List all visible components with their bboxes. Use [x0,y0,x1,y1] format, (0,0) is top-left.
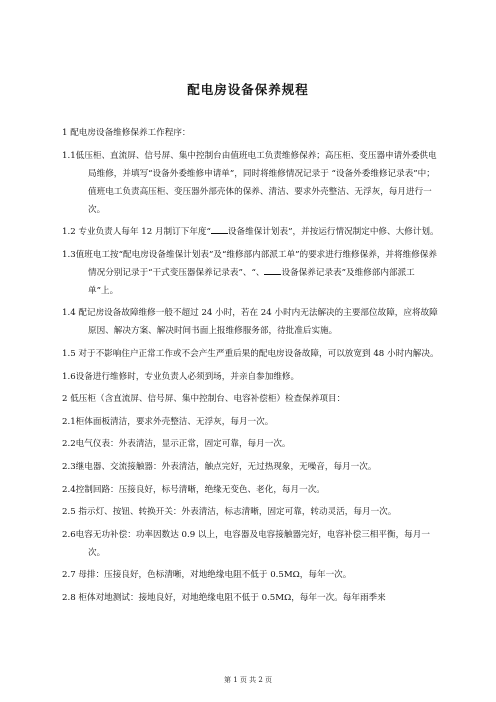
paragraph-2-8: 2.8 柜体对地测试：接地良好，对地绝缘电阻不低于 0.5MΩ，每年一次。每年雨季来 [62,592,386,603]
paragraph-2-3: 2.3继电器、交流接触器：外表清洁，触点完好，无过热现象，无噪音，每月一次。 [62,461,377,472]
paragraph-1-3 [62,246,440,300]
paragraph-1-3-post: 设备保养记录表”及维修部内部派工单”上。 [88,267,415,296]
fill-in-blank [264,265,281,275]
paragraph-2-7: 2.7 母排：压接良好，色标清晰，对地绝缘电阻不低于 0.5MΩ，每年一次。 [62,570,352,581]
paragraph-1-1: 1.1低压柜、直流屏、信号屏、集中控制台由值班电工负责维修保养；高压柜、变压器申请外委供电局维修，并填写“设备外委维修申请单”，同时将维修情况记录于 “设备外委维修记录表”中；值班电工负责高压柜、变压器外部壳体的保养、清洁、要求外壳整洁、无浮灰，每月进行一次。 [62,150,437,215]
paragraph-1-2-pre: 1.2 专业负责人每年 12 月制订下年度“ [62,227,211,238]
paragraph-2-5: 2.5 指示灯、按钮、转换开关：外表清洁，标志清晰，固定可靠，转动灵活，每月一次。 [62,507,397,518]
page-title: 配电房设备保养规程 [187,82,309,97]
paragraph-1-2 [62,223,440,241]
paragraph-2-2: 2.2电气仪表：外表清洁，显示正常，固定可靠，每月一次。 [62,439,291,450]
page-footer: 第 1 页 共 2 页 [223,676,273,684]
paragraph-1-4: 1.4 配记房设备故障维修一般不超过 24 小时，若在 24 小时内无法解决的主要部位故障，应将故障原因、解决方案、解决时间书面上报维修服务部，待批准后实施。 [62,308,438,337]
fill-in-blank [211,224,228,234]
paragraph-1-6: 1.6设备进行维修时，专业负责人必须到场，并亲自参加维修。 [62,371,300,382]
paragraph-2-1: 2.1柜体面板清洁，要求外壳整洁、无浮灰，每月一次。 [62,416,274,427]
paragraph-1-3-pre: 1.3值班电工按“配电房设备维保计划表”及“维修部内部派工单”的要求进行维修保养，并将维修保养情况分别记录于“干式变压器保养记录表”、“、 [62,249,437,278]
paragraph-2-6: 2.6电容无功补偿：功率因数达 0.9 以上，电容器及电容接触器完好，电容补偿三相平衡，每月一次。 [62,529,430,558]
paragraph-1-5: 1.5 对于不影响住户正常工作或不会产生严重后果的配电房设备故障，可以放宽到 48 小时内解决。 [62,348,439,359]
paragraph-2: 2 低压柜（含直流屏、信号屏、集中控制台、电容补偿柜）检查保养项目： [62,394,346,405]
paragraph-2-4: 2.4控制回路：压接良好，标号清晰，绝缘无变色、老化，每月一次。 [62,484,325,495]
paragraph-1-2-post: 设备维保计划表”，并按运行情况制定中修、大修计划。 [227,227,439,238]
document-body [62,124,440,612]
paragraph-1: 1 配电房设备维修保养工作程序： [62,128,191,138]
